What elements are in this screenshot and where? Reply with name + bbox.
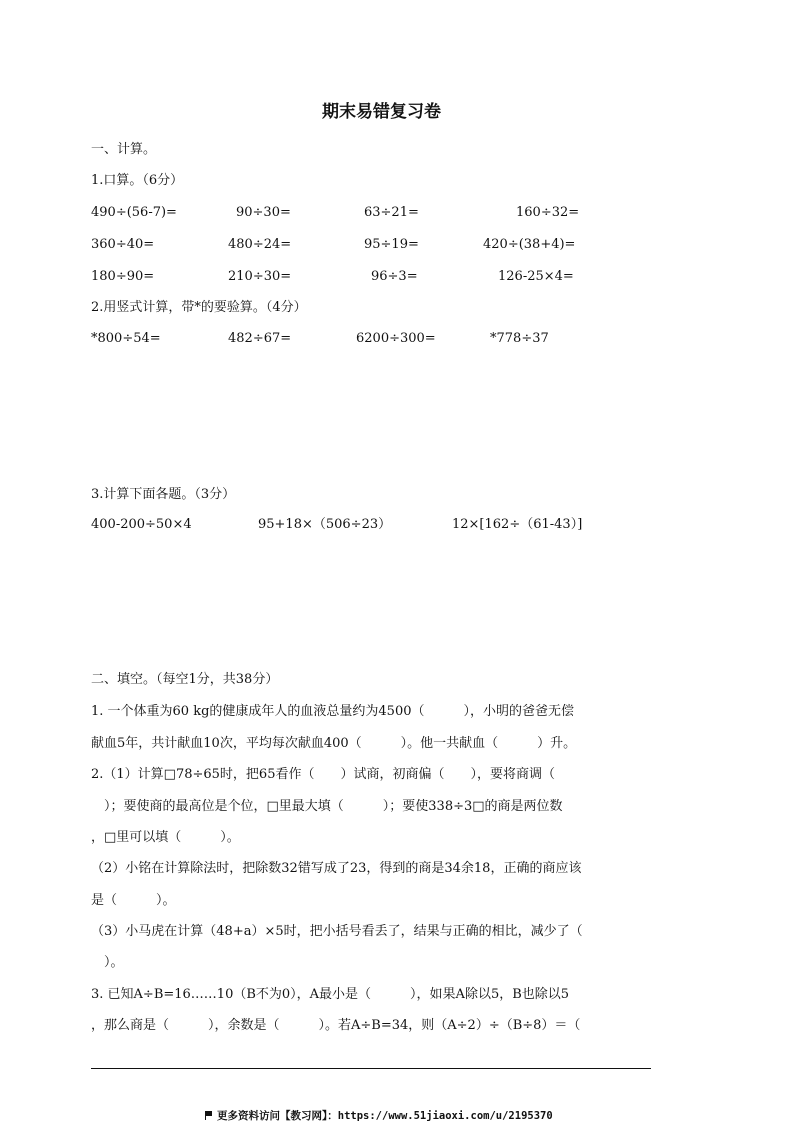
fill-line: ，□里可以填（ ）。 (91, 830, 240, 845)
fill-line: 1. 一个体重为60 kg的健康成年人的血液总量约为4500（ ），小明的爸爸无偿 (91, 704, 574, 719)
footer (205, 1108, 553, 1123)
footer-divider (91, 1068, 651, 1069)
fill-line: 献血5年，共计献血10次，平均每次献血400（ ）。他一共献血（ ）升。 (91, 736, 577, 751)
q3-heading: 3.计算下面各题。（3分） (91, 487, 236, 502)
section-2-heading: 二、填空。（每空1分，共38分） (91, 672, 279, 687)
q2-item: *800÷54= (91, 331, 161, 346)
fill-line: ）；要使商的最高位是个位，□里最大填（ ）；要使338÷3□的商是两位数 (91, 799, 563, 814)
fill-line: （3）小马虎在计算（48+a）×5时，把小括号看丢了，结果与正确的相比，减少了（ (91, 924, 583, 939)
q1-item: 360÷40= (91, 237, 155, 252)
fill-line: （2）小铭在计算除法时，把除数32错写成了23，得到的商是34余18，正确的商应该 (91, 861, 582, 876)
q2-heading: 2.用竖式计算，带*的要验算。（4分） (91, 300, 307, 315)
q1-item: 180÷90= (91, 269, 155, 284)
q1-item: 126-25×4= (498, 269, 574, 284)
q1-item: 96÷3= (371, 269, 418, 284)
q1-item: 210÷30= (228, 269, 292, 284)
fill-line: ，那么商是（ ），余数是（ ）。若A÷B=34，则（A÷2）÷（B÷8）＝（ (91, 1018, 581, 1033)
fill-line: 2.（1）计算□78÷65时，把65看作（ ）试商，初商偏（ ），要将商调（ (91, 767, 555, 782)
flag-icon (205, 1111, 213, 1120)
q3-item: 12×[162÷（61-43）] (452, 517, 583, 532)
q1-item: 90÷30= (236, 205, 291, 220)
page-title: 期末易错复习卷 (322, 102, 441, 122)
fill-line: 3. 已知A÷B=16……10（B不为0），A最小是（ ），如果A除以5，B也除以5 (91, 987, 570, 1002)
q3-item: 400-200÷50×4 (91, 517, 192, 532)
q2-item: *778÷37 (490, 331, 549, 346)
q2-item: 482÷67= (228, 331, 292, 346)
q1-item: 95÷19= (364, 237, 419, 252)
q1-item: 480÷24= (228, 237, 292, 252)
q1-heading: 1.口算。（6分） (91, 173, 184, 188)
footer-link[interactable]: 更多资料访问【教习网】：https://www.51jiaoxi.com/u/2195370 (217, 1110, 553, 1122)
q3-item: 95+18×（506÷23） (258, 517, 392, 532)
q2-item: 6200÷300= (356, 331, 436, 346)
section-1-heading: 一、计算。 (91, 142, 157, 157)
q1-item: 420÷(38+4)= (483, 237, 576, 252)
fill-line: 是（ ）。 (91, 893, 176, 908)
q1-item: 490÷(56-7)= (91, 205, 177, 220)
fill-line: ）。 (91, 955, 124, 970)
q1-item: 160÷32= (516, 205, 580, 220)
q1-item: 63÷21= (364, 205, 419, 220)
